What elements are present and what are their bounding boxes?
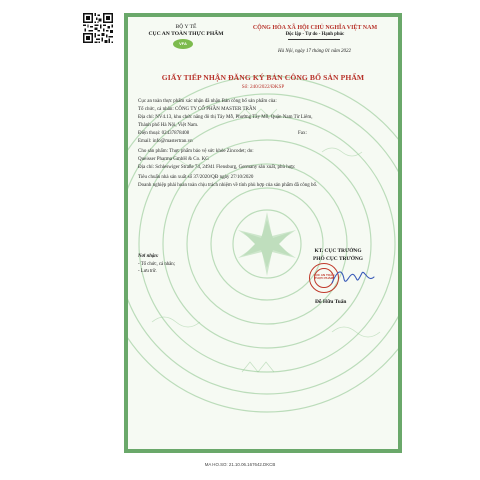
ministry-name: BỘ Y TẾ bbox=[175, 24, 197, 30]
recipients-heading: Nơi nhận: bbox=[138, 254, 159, 259]
signer-name: Đỗ Hữu Tuấn bbox=[315, 299, 347, 305]
body-line: Queisser Pharma GmbH & Co. KG bbox=[138, 157, 209, 162]
agency-name: CỤC AN TOÀN THỰC PHẨM bbox=[148, 30, 224, 37]
motto-underline bbox=[288, 39, 340, 40]
recipient-item: - Lưu trữ. bbox=[138, 269, 157, 274]
agency-logo: VFA bbox=[173, 39, 193, 49]
document-title: GIẤY TIẾP NHẬN ĐĂNG KÝ BẢN CÔNG BỐ SẢN PHẨM bbox=[161, 73, 365, 82]
signature-position: PHÓ CỤC TRƯỞNG bbox=[312, 256, 363, 262]
certificate-sheet bbox=[124, 13, 402, 453]
fax-line: Fax: bbox=[298, 131, 307, 136]
country-header: CỘNG HÒA XÃ HỘI CHỦ NGHĨA VIỆT NAM bbox=[252, 25, 378, 31]
body-line: Địa chỉ: Schleswiger Straße 74, 24941 Flensburg, Germany sản xuất, phù hợp: bbox=[138, 165, 296, 170]
body-line: Thành phố Hà Nội, Việt Nam. bbox=[138, 123, 199, 128]
signature-title: KT. CỤC TRƯỞNG bbox=[314, 248, 362, 254]
body-line: Tổ chức, cá nhân: CÔNG TY CỔ PHẦN MASTER TRẦN bbox=[138, 107, 257, 112]
recipient-item: - Tổ chức, cá nhân; bbox=[138, 262, 176, 267]
handwritten-signature bbox=[328, 265, 378, 289]
record-code: MA HO.SO: 21.10.06.167642.DKCB bbox=[204, 462, 276, 467]
body-line: Cho sản phẩm: Thực phẩm bảo vệ sức khỏe Zincodet; do: bbox=[138, 149, 254, 154]
issuing-authority bbox=[146, 25, 226, 37]
body-line: Cục an toàn thực phẩm xác nhận đã nhận Bản công bố sản phẩm của: bbox=[138, 99, 277, 104]
qr-code bbox=[83, 13, 113, 43]
email-line: Email: info@mastertran.vn bbox=[138, 139, 193, 144]
signature-block bbox=[288, 248, 388, 262]
stamp-text: CỤC AN TOÀN THỰC PHẨM bbox=[313, 273, 335, 281]
issue-date: Hà Nội, ngày 17 tháng 01 năm 2022 bbox=[278, 49, 352, 54]
body-line: Tiêu chuẩn nhà sản xuất số 37/2020/QĐ ngày 27/10/2020 bbox=[138, 175, 254, 180]
phone-line: Điện thoại: 02437878408 bbox=[138, 131, 190, 136]
national-motto: Độc lập - Tự do - Hạnh phúc bbox=[285, 32, 345, 37]
body-line: Địa chỉ: NV4.13, khu chức năng đô thị Tây Mỗ, Phường Tây Mỗ, Quận Nam Từ Liêm, bbox=[138, 115, 313, 120]
body-line: Doanh nghiệp phải hoàn toàn chịu trách nhiệm về tính phù hợp của sản phẩm đã công bố. bbox=[138, 183, 318, 188]
document-number: Số: 240/2022/ĐKSP bbox=[241, 84, 285, 90]
